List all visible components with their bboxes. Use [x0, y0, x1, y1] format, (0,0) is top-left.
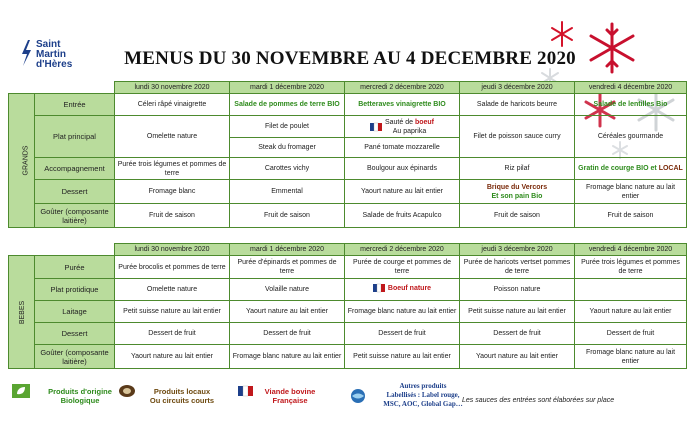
- day-header-fri: vendredi 4 décembre 2020: [575, 82, 687, 94]
- bebes-row-laitage: [9, 301, 687, 323]
- cell: Fromage blanc nature au lait entier: [575, 180, 687, 204]
- cell: Pané tomate mozzarelle: [345, 138, 460, 158]
- cell: Céleri râpé vinaigrette: [115, 94, 230, 116]
- legend-viande-line-1: Viande bovine: [264, 387, 316, 396]
- logo-mark-icon: [18, 38, 34, 68]
- cell: Purée brocolis et pommes de terre: [115, 256, 230, 279]
- cell: Petit suisse nature au lait entier: [460, 301, 575, 323]
- cell: Purée d'épinards et pommes de terre: [230, 256, 345, 279]
- row-label-accompagnement: Accompagnement: [35, 158, 115, 180]
- cell: Fruit de saison: [460, 204, 575, 228]
- legend-local: [118, 382, 228, 422]
- sauces-note: Les sauces des entrées sont élaborées sur place: [462, 397, 615, 404]
- bebes-row-plat: [9, 279, 687, 301]
- logo-line-3: d'Hères: [36, 59, 73, 70]
- row-label-puree: Purée: [35, 256, 115, 279]
- header-blank: [9, 82, 115, 94]
- cell: Yaourt nature au lait entier: [460, 345, 575, 369]
- cell: Boulgour aux épinards: [345, 158, 460, 180]
- row-label-gouter: Goûter (composante laitière): [35, 345, 115, 369]
- beef-label: Boeuf nature: [373, 283, 431, 293]
- logo-text: [36, 40, 72, 70]
- cell: Dessert de fruit: [460, 323, 575, 345]
- bebes-row-dessert: [9, 323, 687, 345]
- row-label-plat-protidique: Plat protidique: [35, 279, 115, 301]
- logo: [14, 30, 84, 82]
- group-label-bebes: BEBES: [9, 256, 35, 369]
- bebes-header-row: [9, 244, 687, 256]
- day-header-wed: mercredi 2 décembre 2020: [345, 244, 460, 256]
- legend-local-line-1: Produits locaux: [153, 387, 211, 396]
- beef-label: [370, 118, 434, 136]
- cell: Fruit de saison: [115, 204, 230, 228]
- cell: Dessert de fruit: [230, 323, 345, 345]
- cell: Filet de poulet: [230, 116, 345, 138]
- bebes-row-gouter: [9, 345, 687, 369]
- cell: Salade de fruits Acapulco: [345, 204, 460, 228]
- cell-beef: [345, 116, 460, 138]
- cell: Petit suisse nature au lait entier: [345, 345, 460, 369]
- legend-autres-line-3: MSC, AOC, Global Gap…: [383, 400, 463, 408]
- cell: Salade de pommes de terre BIO: [230, 94, 345, 116]
- day-header-thu: jeudi 3 décembre 2020: [460, 244, 575, 256]
- viande-bovine-francaise-icon: [238, 384, 254, 398]
- cell: Volaille nature: [230, 279, 345, 301]
- cell: Betteraves vinaigrette BIO: [345, 94, 460, 116]
- viande-bovine-francaise-icon: [373, 283, 385, 293]
- cell: Fruit de saison: [230, 204, 345, 228]
- cell: Filet de poisson sauce curry: [460, 116, 575, 158]
- cell: Purée trois légumes et pommes de terre: [575, 256, 687, 279]
- cell: Fromage blanc nature au lait entier: [345, 301, 460, 323]
- cell: Fromage blanc nature au lait entier: [575, 345, 687, 369]
- bebes-row-puree: [9, 256, 687, 279]
- cell: Poisson nature: [460, 279, 575, 301]
- grands-row-plat-1: [9, 116, 687, 138]
- cell: Steak du fromager: [230, 138, 345, 158]
- day-header-tue: mardi 1 décembre 2020: [230, 244, 345, 256]
- row-label-dessert: Dessert: [35, 180, 115, 204]
- bebes-menu-table: [8, 243, 687, 369]
- legend-bio-line-2: Biologique: [60, 396, 100, 405]
- grands-row-dessert: [9, 180, 687, 204]
- logo-line-1: Saint: [36, 39, 61, 50]
- legend-bio-line-1: Produits d'origine: [48, 387, 112, 396]
- day-header-mon: lundi 30 novembre 2020: [115, 82, 230, 94]
- legend-local-line-2: Ou circuits courts: [149, 396, 215, 405]
- beef-text: Sauté de boeuf Au paprika: [384, 118, 435, 135]
- header-blank: [9, 244, 115, 256]
- cell: Brique du Vercors Et son pain Bio: [460, 180, 575, 204]
- cell: Purée de courge et pommes de terre: [345, 256, 460, 279]
- cell: Purée de haricots vertset pommes de terre: [460, 256, 575, 279]
- cell: Dessert de fruit: [575, 323, 687, 345]
- cell: Yaourt nature au lait entier: [575, 301, 687, 323]
- cell: Omelette nature: [115, 116, 230, 158]
- logo-line-2: Martin: [36, 49, 66, 60]
- row-label-laitage: Laitage: [35, 301, 115, 323]
- cell: Yaourt nature au lait entier: [345, 180, 460, 204]
- grands-row-gouter: [9, 204, 687, 228]
- legend-viande-line-2: Française: [272, 396, 308, 405]
- page-title: MENUS DU 30 NOVEMBRE AU 4 DECEMBRE 2020: [124, 48, 576, 69]
- grands-header-row: [9, 82, 687, 94]
- cell: Salade de lentilles Bio: [575, 94, 687, 116]
- legend-bio: [12, 382, 122, 422]
- cell: Omelette nature: [115, 279, 230, 301]
- cell: Purée trois légumes et pommes de terre: [115, 158, 230, 180]
- legend-autres-line-2: Labellisés : Label rouge,: [386, 391, 460, 399]
- group-label-grands: GRANDS: [9, 94, 35, 228]
- label-globe-icon: [350, 388, 366, 404]
- legend-autres: [350, 382, 463, 422]
- row-label-gouter: Goûter (composante laitière): [35, 204, 115, 228]
- cell: Céréales gourmande: [575, 116, 687, 158]
- cell: Yaourt nature au lait entier: [230, 301, 345, 323]
- cell: Emmental: [230, 180, 345, 204]
- cell: Salade de haricots beurre: [460, 94, 575, 116]
- grands-row-entree: [9, 94, 687, 116]
- row-label-dessert: Dessert: [35, 323, 115, 345]
- cell: Fromage blanc: [115, 180, 230, 204]
- cell: Yaourt nature au lait entier: [115, 345, 230, 369]
- row-label-plat-principal: Plat principal: [35, 116, 115, 158]
- cell: Carottes vichy: [230, 158, 345, 180]
- cell: Riz pilaf: [460, 158, 575, 180]
- viande-bovine-francaise-icon: [370, 122, 382, 132]
- bio-leaf-icon: [12, 384, 30, 398]
- cell: Gratin de courge BIO et LOCAL: [575, 158, 687, 180]
- cell: Dessert de fruit: [115, 323, 230, 345]
- legend-viande: [238, 382, 328, 422]
- local-product-icon: [118, 384, 136, 398]
- day-header-tue: mardi 1 décembre 2020: [230, 82, 345, 94]
- grands-menu-table: [8, 81, 687, 228]
- cell-beef: [345, 279, 460, 301]
- day-header-mon: lundi 30 novembre 2020: [115, 244, 230, 256]
- day-header-wed: mercredi 2 décembre 2020: [345, 82, 460, 94]
- grands-row-accomp: [9, 158, 687, 180]
- day-header-thu: jeudi 3 décembre 2020: [460, 82, 575, 94]
- cell: [575, 279, 687, 301]
- cell: Fruit de saison: [575, 204, 687, 228]
- cell: Dessert de fruit: [345, 323, 460, 345]
- cell: Fromage blanc nature au lait entier: [230, 345, 345, 369]
- cell: Petit suisse nature au lait entier: [115, 301, 230, 323]
- day-header-fri: vendredi 4 décembre 2020: [575, 244, 687, 256]
- row-label-entree: Entrée: [35, 94, 115, 116]
- legend-autres-line-1: Autres produits: [399, 382, 447, 390]
